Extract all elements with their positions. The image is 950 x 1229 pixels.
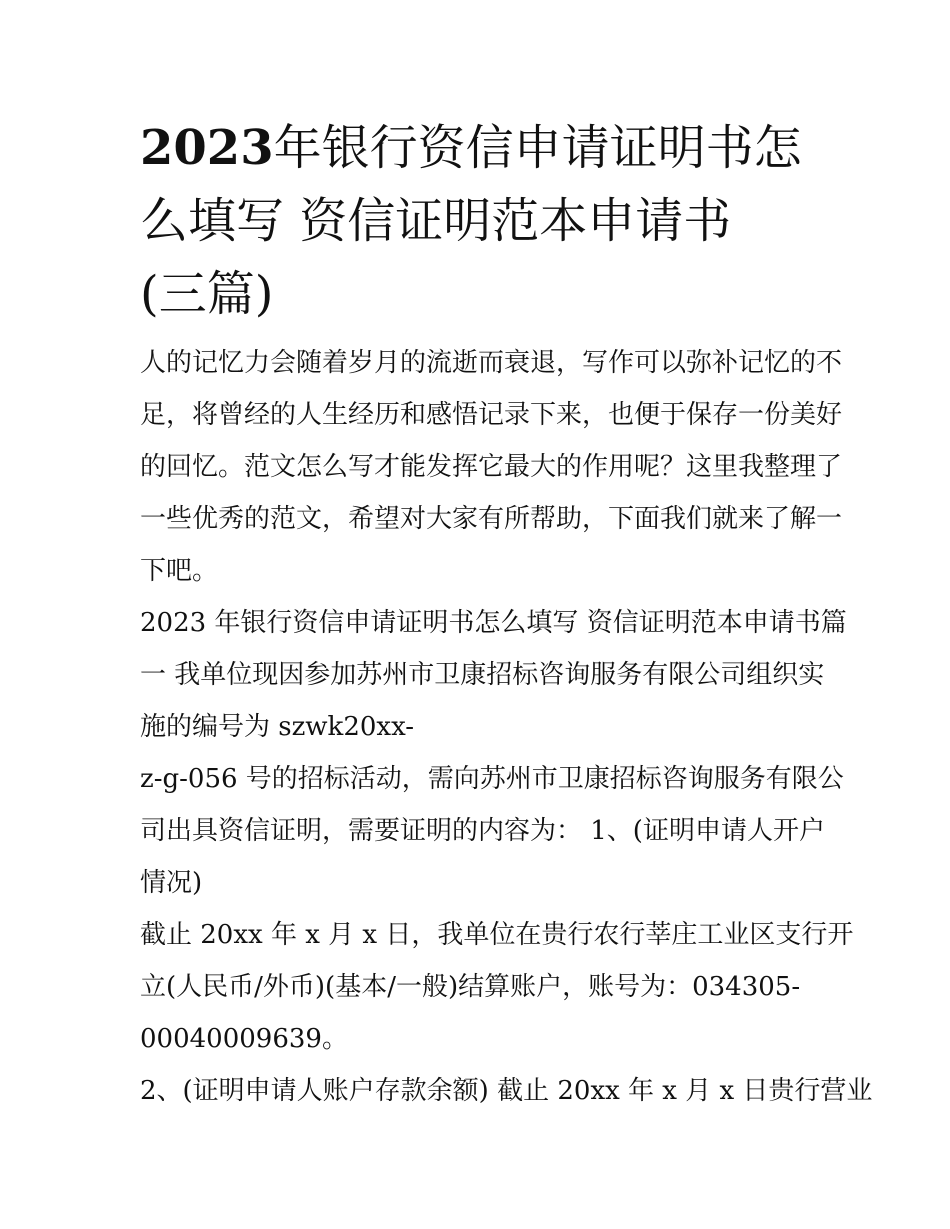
section-2-line: z-g-056 号的招标活动，需向苏州市卫康招标咨询服务有限公	[140, 764, 844, 794]
section-4-paragraph	[140, 1065, 873, 1117]
section-1-line: 施的编号为 szwk20xx-	[140, 712, 415, 742]
intro-line: 人的记忆力会随着岁月的流逝而衰退，写作可以弥补记忆的不	[140, 348, 843, 378]
intro-line: 足，将曾经的人生经历和感悟记录下来，也便于保存一份美好	[140, 400, 843, 430]
title-year: 2023	[140, 120, 274, 176]
section-3-line: 立(人民币/外币)(基本/一般)结算账户，账号为：034305-	[140, 972, 801, 1002]
title-line-3: (三篇)	[140, 266, 274, 322]
section-3-line: 00040009639。	[140, 1024, 348, 1054]
section-4-line: 2、(证明申请人账户存款余额) 截止 20xx 年 x 月 x 日贵行营业	[140, 1076, 873, 1106]
section-3-paragraph	[140, 909, 854, 1065]
intro-line: 下吧。	[140, 556, 219, 586]
section-1-paragraph	[140, 597, 847, 753]
title-line-1-text: 年银行资信申请证明书怎	[273, 120, 802, 176]
title-line-2: 么填写 资信证明范本申请书	[140, 193, 732, 249]
intro-paragraph	[140, 337, 843, 597]
section-1-line: 2023 年银行资信申请证明书怎么填写 资信证明范本申请书篇	[140, 608, 847, 638]
document-page	[140, 112, 873, 1117]
intro-line: 的回忆。范文怎么写才能发挥它最大的作用呢？这里我整理了	[140, 452, 843, 482]
section-1-line: 一 我单位现因参加苏州市卫康招标咨询服务有限公司组织实	[140, 660, 825, 690]
title-line-1	[140, 112, 820, 185]
document-title	[140, 112, 820, 331]
section-2-line: 情况)	[140, 868, 203, 898]
intro-line: 一些优秀的范文，希望对大家有所帮助，下面我们就来了解一	[140, 504, 843, 534]
section-2-paragraph	[140, 753, 844, 909]
section-3-line: 截止 20xx 年 x 月 x 日，我单位在贵行农行莘庄工业区支行开	[140, 920, 854, 950]
section-2-line: 司出具资信证明，需要证明的内容为： 1、(证明申请人开户	[140, 816, 825, 846]
